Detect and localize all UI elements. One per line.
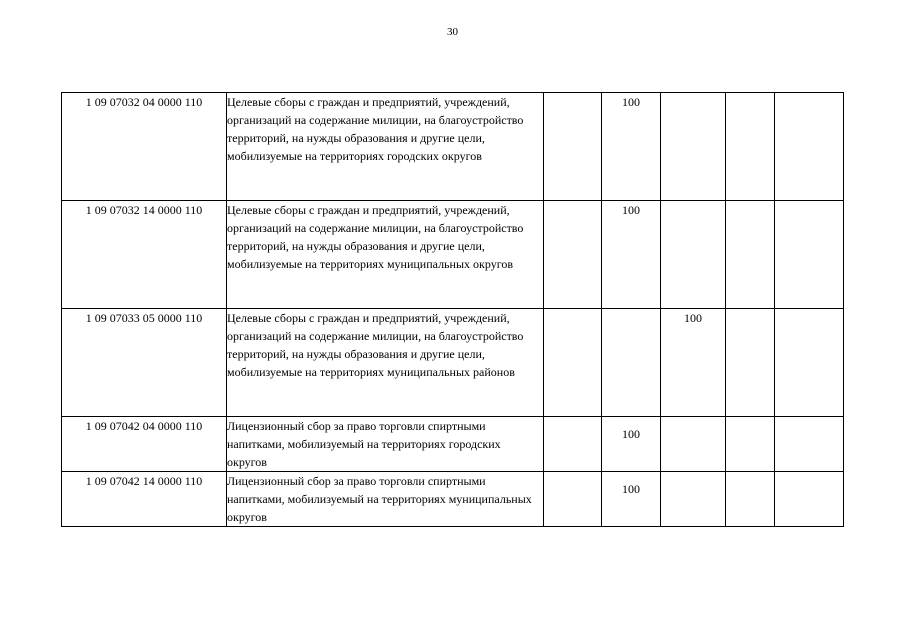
value-cell: 100 [602, 93, 661, 201]
budget-code-cell: 1 09 07042 04 0000 110 [62, 417, 227, 472]
value-cell [544, 309, 602, 417]
page-number: 30 [447, 26, 458, 38]
value-cell [602, 309, 661, 417]
description-cell: Целевые сборы с граждан и предприятий, учреждений, организаций на содержание милиции, на благоустройство территорий, на нужды образования и другие цели, мобилизуемые на территориях муниципальных округов [227, 201, 544, 309]
value-cell [544, 472, 602, 527]
value-cell [726, 201, 775, 309]
value-cell: 100 [602, 417, 661, 472]
value-cell [775, 93, 844, 201]
value-cell [726, 417, 775, 472]
description-cell: Лицензионный сбор за право торговли спиртными напитками, мобилизуемый на территориях муниципальных округов [227, 472, 544, 527]
budget-code-cell: 1 09 07032 04 0000 110 [62, 93, 227, 201]
value-cell [726, 93, 775, 201]
value-cell [544, 417, 602, 472]
value-cell [661, 417, 726, 472]
value-cell [726, 309, 775, 417]
revenue-classification-table [61, 92, 844, 527]
value-cell [775, 472, 844, 527]
value-cell [775, 309, 844, 417]
value-cell [544, 93, 602, 201]
value-cell: 100 [602, 472, 661, 527]
value-cell [661, 472, 726, 527]
description-cell: Лицензионный сбор за право торговли спиртными напитками, мобилизуемый на территориях городских округов [227, 417, 544, 472]
description-cell: Целевые сборы с граждан и предприятий, учреждений, организаций на содержание милиции, на благоустройство территорий, на нужды образования и другие цели, мобилизуемые на территориях муниципальных районов [227, 309, 544, 417]
value-cell [726, 472, 775, 527]
value-cell [775, 201, 844, 309]
table-row [62, 93, 844, 201]
table-row [62, 417, 844, 472]
value-cell [661, 93, 726, 201]
table-row [62, 201, 844, 309]
budget-code-cell: 1 09 07032 14 0000 110 [62, 201, 227, 309]
description-cell: Целевые сборы с граждан и предприятий, учреждений, организаций на содержание милиции, на благоустройство территорий, на нужды образования и другие цели, мобилизуемые на территориях городских округов [227, 93, 544, 201]
value-cell [544, 201, 602, 309]
budget-code-cell: 1 09 07042 14 0000 110 [62, 472, 227, 527]
budget-code-cell: 1 09 07033 05 0000 110 [62, 309, 227, 417]
value-cell: 100 [602, 201, 661, 309]
value-cell [775, 417, 844, 472]
table-row [62, 472, 844, 527]
value-cell: 100 [661, 309, 726, 417]
value-cell [661, 201, 726, 309]
table-row [62, 309, 844, 417]
